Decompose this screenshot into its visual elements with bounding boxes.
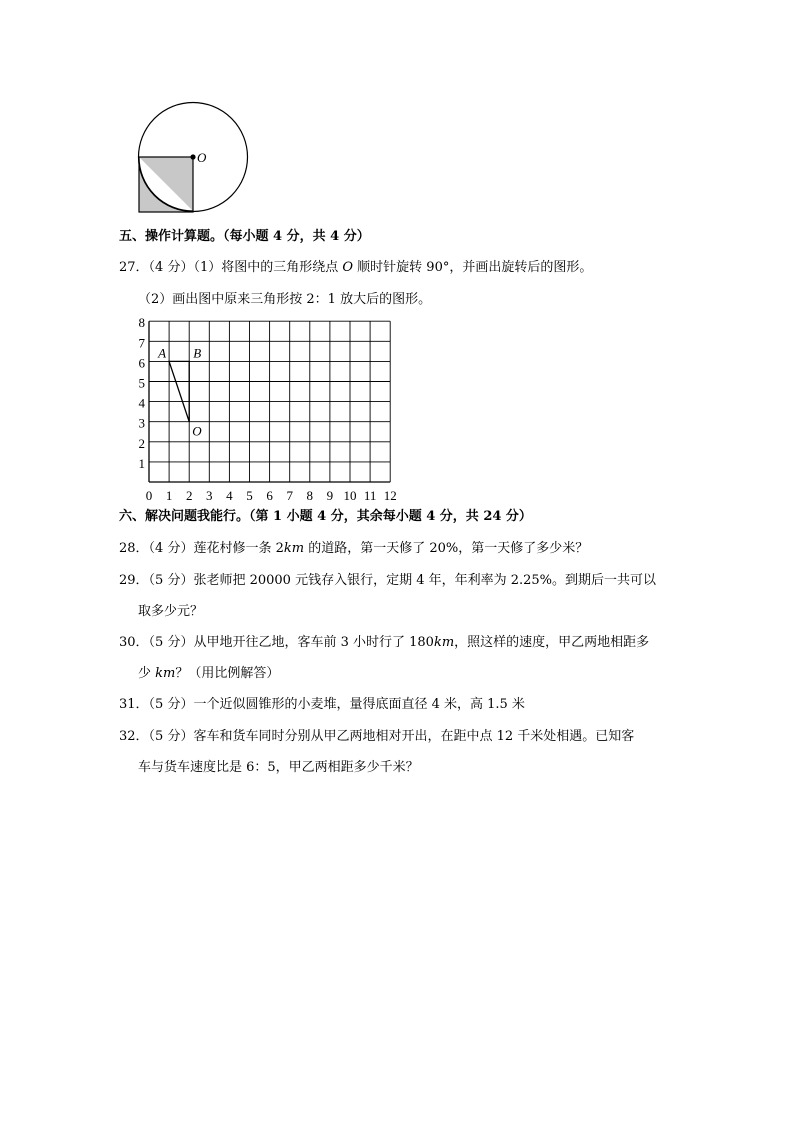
x-tick-label: 6 xyxy=(266,488,273,503)
y-tick-label: 5 xyxy=(138,375,145,391)
point-label-o: O xyxy=(192,423,202,439)
y-tick-label: 6 xyxy=(138,355,145,371)
x-tick-label: 11 xyxy=(363,488,377,503)
section6-heading: 六、解决问题我能行。（第 1 小题 4 分，其余每小题 4 分，共 24 分） xyxy=(119,509,532,524)
q30-line2-prefix: 少 xyxy=(138,666,156,681)
y-tick-label: 7 xyxy=(138,335,145,351)
y-tick-label: 3 xyxy=(138,415,145,431)
x-tick-label: 1 xyxy=(165,488,173,503)
q30-line2-unit: km xyxy=(155,666,176,681)
x-tick-label: 7 xyxy=(286,488,293,503)
q31: 31．（5 分）一个近似圆锥形的小麦堆，量得底面直径 4 米，高 1.5 米 xyxy=(119,697,525,712)
y-tick-label: 2 xyxy=(138,435,145,451)
q30-unit: km xyxy=(433,635,455,650)
q29-line1: 29．（5 分）张老师把 20000 元钱存入银行，定期 4 年，年利率为 2.25%。到期后一共可以 xyxy=(119,573,657,588)
point-label-b: B xyxy=(193,345,202,361)
q28-prefix: 28．（4 分）莲花村修一条 2 xyxy=(119,541,284,556)
y-tick-label: 8 xyxy=(138,315,145,331)
q29-line2: 取多少元？ xyxy=(138,604,204,619)
q32-line2: 车与货车速度比是 6：5，甲乙两相距多少千米？ xyxy=(138,760,419,775)
x-tick-label: 4 xyxy=(226,488,233,503)
y-tick-label: 4 xyxy=(138,395,145,411)
y-tick-label: 1 xyxy=(138,455,145,471)
point-label-a: A xyxy=(158,345,167,361)
x-tick-label: 12 xyxy=(383,488,397,503)
x-tick-label: 3 xyxy=(206,488,213,503)
q30-line1 xyxy=(119,635,649,651)
q27-line2: （2）画出图中原来三角形按 2：1 放大后的图形。 xyxy=(138,292,432,307)
q27-suffix: 顺时针旋转 90°，并画出旋转后的图形。 xyxy=(353,260,593,275)
q30-line2-suffix: ？（用比例解答） xyxy=(175,666,280,681)
section5-heading: 五、操作计算题。（每小题 4 分，共 4 分） xyxy=(119,229,370,244)
center-label: O xyxy=(197,150,207,165)
q27-prefix: 27．（4 分）（1）将图中的三角形绕点 xyxy=(119,260,343,275)
q27-point: O xyxy=(342,260,354,275)
q30-line2 xyxy=(138,666,279,682)
q28 xyxy=(119,541,588,557)
x-tick-label: 2 xyxy=(185,488,193,503)
q30-suffix: ，照这样的速度，甲乙两地相距多 xyxy=(454,635,650,650)
x-tick-label: 10 xyxy=(343,488,357,503)
x-tick-label: 5 xyxy=(246,488,253,503)
q30-prefix: 30．（5 分）从甲地开往乙地，客车前 3 小时行了 180 xyxy=(119,635,434,650)
triangle-abo xyxy=(169,361,189,421)
q28-unit: km xyxy=(283,541,305,556)
x-tick-label: 9 xyxy=(326,488,334,503)
x-tick-label: 0 xyxy=(145,488,153,503)
q32-line1: 32．（5 分）客车和货车同时分别从甲乙两地相对开出，在距中点 12 千米处相遇。已知客 xyxy=(119,729,635,744)
q28-suffix: 的道路，第一天修了 20%，第一天修了多少米？ xyxy=(304,541,589,556)
x-tick-label: 8 xyxy=(306,488,314,503)
